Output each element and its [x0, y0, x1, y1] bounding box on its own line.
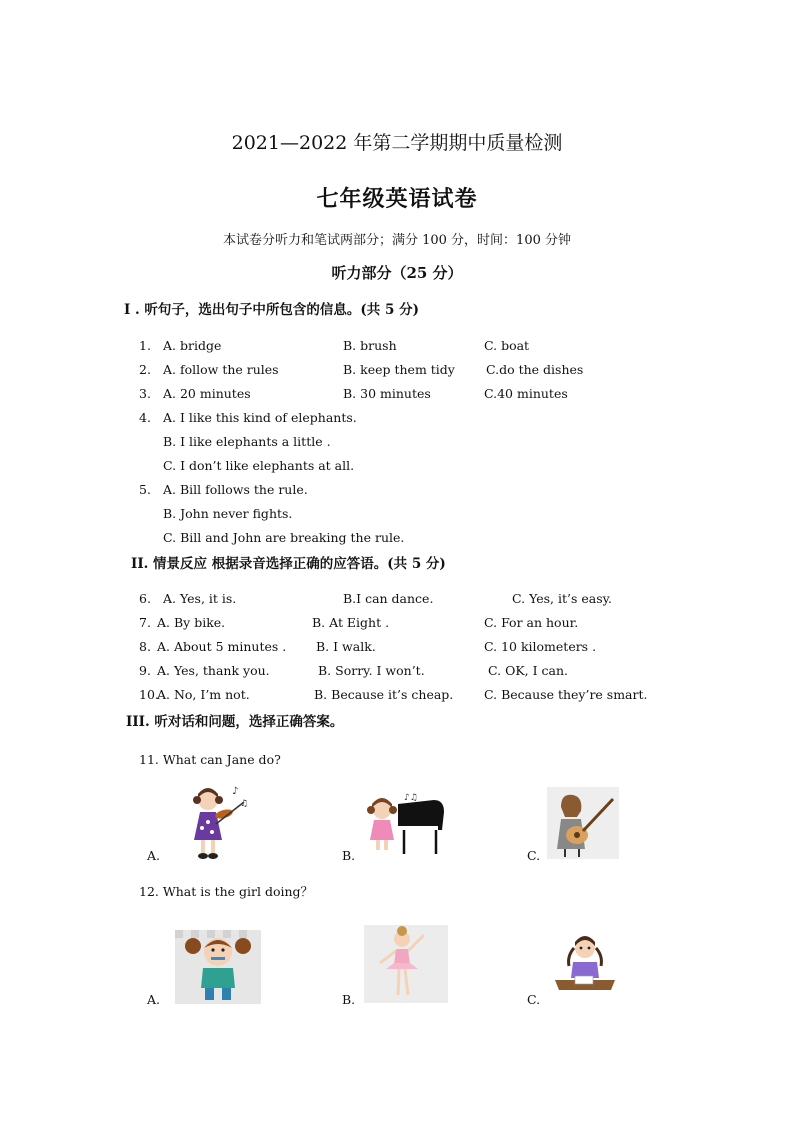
q9-option-c: C. OK, I can. — [488, 663, 568, 678]
q4-number: 4. — [139, 410, 151, 425]
q2-option-a: A. follow the rules — [163, 362, 279, 377]
q6-option-a: A. Yes, it is. — [163, 591, 237, 606]
q12-option-c-label: C. — [527, 992, 541, 1007]
q6-option-c: C. Yes, it’s easy. — [512, 591, 613, 606]
q12-question: 12. What is the girl doing？ — [139, 884, 314, 899]
q12-option-a-label: A. — [147, 992, 161, 1007]
q5-number: 5. — [139, 482, 151, 497]
exam-note: 本试卷分听力和笔试两部分；满分 100 分，时间：100 分钟 — [222, 233, 572, 248]
q7-number: 7. — [139, 615, 151, 630]
q6-number: 6. — [139, 591, 151, 606]
q7-option-c: C. For an hour. — [484, 615, 579, 630]
svg-text:♪♫: ♪♫ — [404, 793, 418, 803]
exam-title: 2021—2022 年第二学期期中质量检测 — [231, 132, 563, 154]
svg-text:♫: ♫ — [240, 799, 248, 809]
q3-option-b: B. 30 minutes — [343, 386, 431, 401]
q11-option-b-label: B. — [342, 848, 356, 863]
q8-option-a: A. About 5 minutes . — [157, 639, 287, 654]
q2-number: 2. — [139, 362, 151, 377]
girl-writing-illustration — [553, 932, 617, 996]
q12-option-b-label: B. — [342, 992, 356, 1007]
q1-option-c: C. boat — [484, 338, 530, 353]
q7-option-b: B. At Eight . — [312, 615, 390, 630]
q5-option-c: C. Bill and John are breaking the rule. — [163, 530, 405, 545]
q3-option-a: A. 20 minutes — [163, 386, 251, 401]
q8-option-b: B. I walk. — [316, 639, 376, 654]
q4-option-c: C. I don’t like elephants at all. — [163, 458, 355, 473]
section2-heading: II. 情景反应 根据录音选择正确的应答语。(共 5 分) — [131, 556, 446, 572]
q5-option-b: B. John never fights. — [163, 506, 293, 521]
section1-heading: I . 听句子，选出句子中所包含的信息。(共 5 分) — [124, 302, 419, 318]
exam-subtitle: 七年级英语试卷 — [316, 186, 478, 212]
q10-option-c: C. Because they’re smart. — [484, 687, 648, 702]
listening-part-heading: 听力部分（25 分） — [331, 264, 463, 282]
q9-number: 9. — [139, 663, 151, 678]
q10-option-b: B. Because it’s cheap. — [314, 687, 454, 702]
q7-option-a: A. By bike. — [157, 615, 226, 630]
q2-option-c: C.do the dishes — [486, 362, 584, 377]
girl-brushing-teeth-illustration — [175, 930, 261, 1004]
q11-option-a-label: A. — [147, 848, 161, 863]
svg-text:♪: ♪ — [232, 786, 239, 797]
q1-number: 1. — [139, 338, 151, 353]
girl-violin-illustration — [186, 784, 248, 860]
q10-number: 10. — [139, 687, 159, 702]
q4-option-a: A. I like this kind of elephants. — [163, 410, 357, 425]
q8-number: 8. — [139, 639, 151, 654]
q3-option-c: C.40 minutes — [484, 386, 568, 401]
q1-option-a: A. bridge — [163, 338, 222, 353]
section3-heading: III. 听对话和问题，选择正确答案。 — [126, 714, 344, 730]
q4-option-b: B. I like elephants a little . — [163, 434, 331, 449]
q5-option-a: A. Bill follows the rule. — [163, 482, 308, 497]
girl-piano-illustration — [364, 790, 446, 858]
girl-dancing-ballet-illustration — [364, 925, 448, 1003]
q10-option-a: A. No, I’m not. — [157, 687, 250, 702]
q9-option-b: B. Sorry. I won’t. — [318, 663, 425, 678]
q8-option-c: C. 10 kilometers . — [484, 639, 597, 654]
q9-option-a: A. Yes, thank you. — [157, 663, 270, 678]
q11-option-c-label: C. — [527, 848, 541, 863]
q6-option-b: B.I can dance. — [343, 591, 434, 606]
q1-option-b: B. brush — [343, 338, 397, 353]
q11-question: 11. What can Jane do? — [139, 752, 281, 767]
girl-guitar-illustration — [547, 787, 619, 859]
q3-number: 3. — [139, 386, 151, 401]
q2-option-b: B. keep them tidy — [343, 362, 455, 377]
